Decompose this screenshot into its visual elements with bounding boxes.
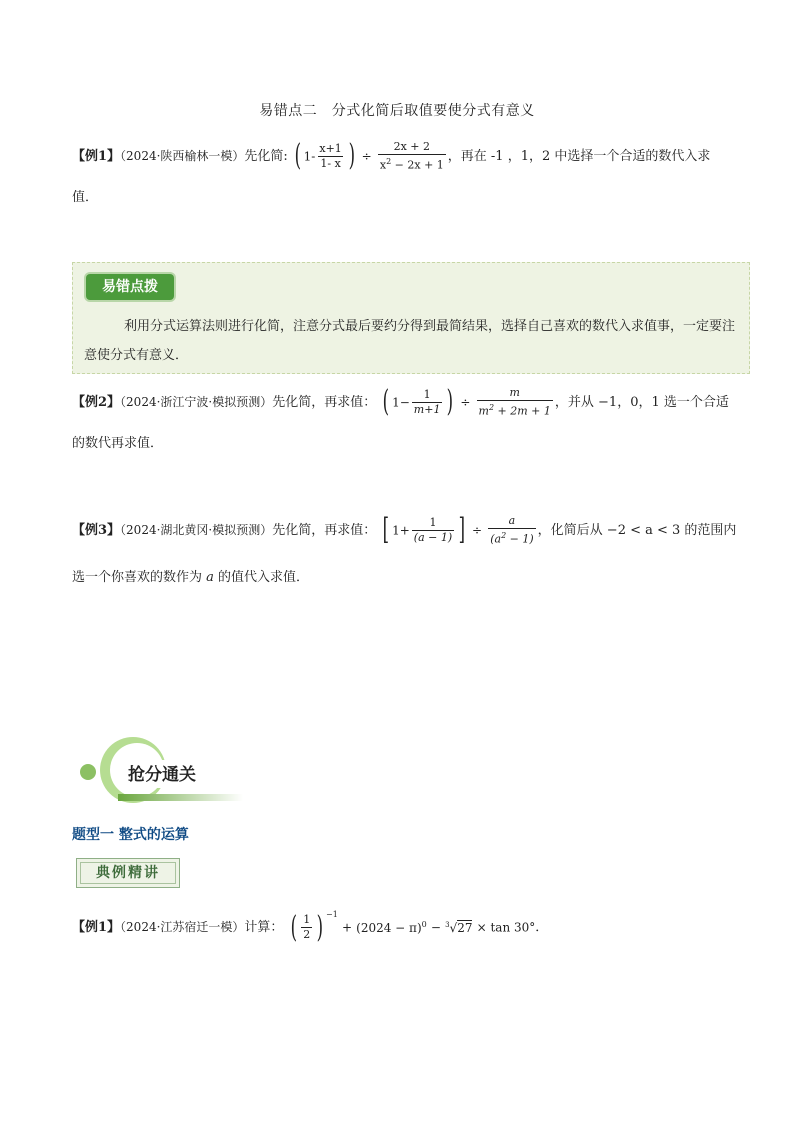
fraction-denominator: m+1 xyxy=(413,402,441,416)
cube-root: $^3$√27 xyxy=(445,920,473,935)
example-source: （2024·江苏宿迁一模） xyxy=(120,920,245,934)
right-bracket: ] xyxy=(458,512,466,548)
example-1 xyxy=(72,140,710,173)
example-4 xyxy=(72,910,548,943)
example-prompt: 计算： xyxy=(244,920,284,935)
example-source: （2024·陕西榆林一模） xyxy=(120,148,245,163)
math-operator: ÷ xyxy=(472,523,483,538)
fraction xyxy=(317,142,343,171)
example-tag: 【例2】 xyxy=(72,394,121,410)
tip-text: 利用分式运算法则进行化简，注意分式最后要约分得到最简结果，选择自己喜欢的数代入求值事，一定要注意使分式有意义． xyxy=(84,319,736,363)
example-1-continued: 值． xyxy=(72,190,99,205)
fraction-denominator: 2 xyxy=(303,928,311,941)
fraction-denominator: $(a^2 - 1)$ xyxy=(488,528,535,547)
typical-example-label xyxy=(76,858,180,888)
left-paren: ( xyxy=(290,909,297,945)
fraction-denominator: (a − 1) xyxy=(413,530,453,544)
left-paren: ( xyxy=(294,138,302,174)
math-operator: − xyxy=(430,920,441,935)
left-bracket: [ xyxy=(383,512,390,548)
fraction-numerator: 1 xyxy=(429,515,437,529)
fraction xyxy=(301,913,312,942)
section-banner xyxy=(78,736,248,806)
math-term: 1 xyxy=(303,149,312,164)
example-prompt: 先化简: xyxy=(244,148,288,164)
left-paren: ( xyxy=(383,384,390,420)
math-operator: ÷ xyxy=(361,149,372,164)
math-operator: ÷ xyxy=(460,395,471,410)
math-operator: + xyxy=(341,920,352,935)
example-2 xyxy=(72,386,729,419)
tip-label: 易错点拨 xyxy=(86,274,174,300)
fraction-numerator: 1 xyxy=(423,387,431,401)
math-group: $(2024 - \pi)^0$ xyxy=(356,920,427,935)
example-prompt: 先化简，再求值： xyxy=(272,522,377,538)
example-text: ，化简后从 −2 < a < 3 的范围内 xyxy=(537,522,737,538)
example-text: ． xyxy=(535,920,549,935)
section-title: 易错点二 分式化简后取值要使分式有意义 xyxy=(259,103,535,119)
exponent: −1 xyxy=(326,910,338,919)
math-operator: - xyxy=(311,149,316,164)
fraction xyxy=(412,388,443,417)
example-text: ，并从 −1，0，1 选一个合适 xyxy=(554,394,729,410)
fraction-numerator: 1 xyxy=(303,913,311,926)
example-text: 的值代入求值． xyxy=(213,570,310,585)
example-source: （2024·浙江宁波·模拟预测） xyxy=(120,394,273,409)
example-tag: 【例1】 xyxy=(72,920,121,935)
example-2-continued: 的数代再求值． xyxy=(72,436,164,451)
example-prompt: 先化简，再求值： xyxy=(272,394,377,410)
math-term: × tan 30° xyxy=(476,920,536,935)
example-text: ，再在 -1 ，1，2 中选择一个合适的数代入求 xyxy=(447,148,711,164)
fraction-numerator: m xyxy=(509,386,520,399)
example-tag: 【例1】 xyxy=(72,148,121,164)
fraction xyxy=(378,140,446,173)
fraction xyxy=(412,516,454,545)
example-tag: 【例3】 xyxy=(72,522,121,538)
fraction-denominator: $m^2 + 2m + 1$ xyxy=(477,400,553,419)
fraction xyxy=(488,514,535,547)
right-paren: ) xyxy=(348,138,355,174)
math-term: 1 xyxy=(392,395,400,410)
math-term: 1 xyxy=(392,523,400,538)
fraction-numerator: x+1 xyxy=(319,141,342,155)
question-type-heading: 题型一 整式的运算 xyxy=(72,827,189,843)
right-paren: ) xyxy=(316,909,324,945)
banner-label: 抢分通关 xyxy=(128,765,196,785)
fraction-numerator: 2x + 2 xyxy=(393,140,431,153)
math-variable: a xyxy=(206,570,214,585)
example-3 xyxy=(72,514,736,547)
right-paren: ) xyxy=(447,384,454,420)
example-source: （2024·湖北黄冈·模拟预测） xyxy=(120,522,273,537)
math-operator: + xyxy=(399,523,410,538)
fraction-numerator: a xyxy=(508,514,516,527)
example-3-continued xyxy=(72,566,309,585)
fraction-denominator: 1- x xyxy=(320,156,341,170)
typical-example-text: 典例精讲 xyxy=(80,862,176,884)
example-text: 选一个你喜欢的数作为 xyxy=(72,570,207,585)
math-operator: − xyxy=(399,395,410,410)
fraction xyxy=(477,386,553,419)
fraction-denominator: $x^2 - 2x + 1$ xyxy=(378,154,446,173)
